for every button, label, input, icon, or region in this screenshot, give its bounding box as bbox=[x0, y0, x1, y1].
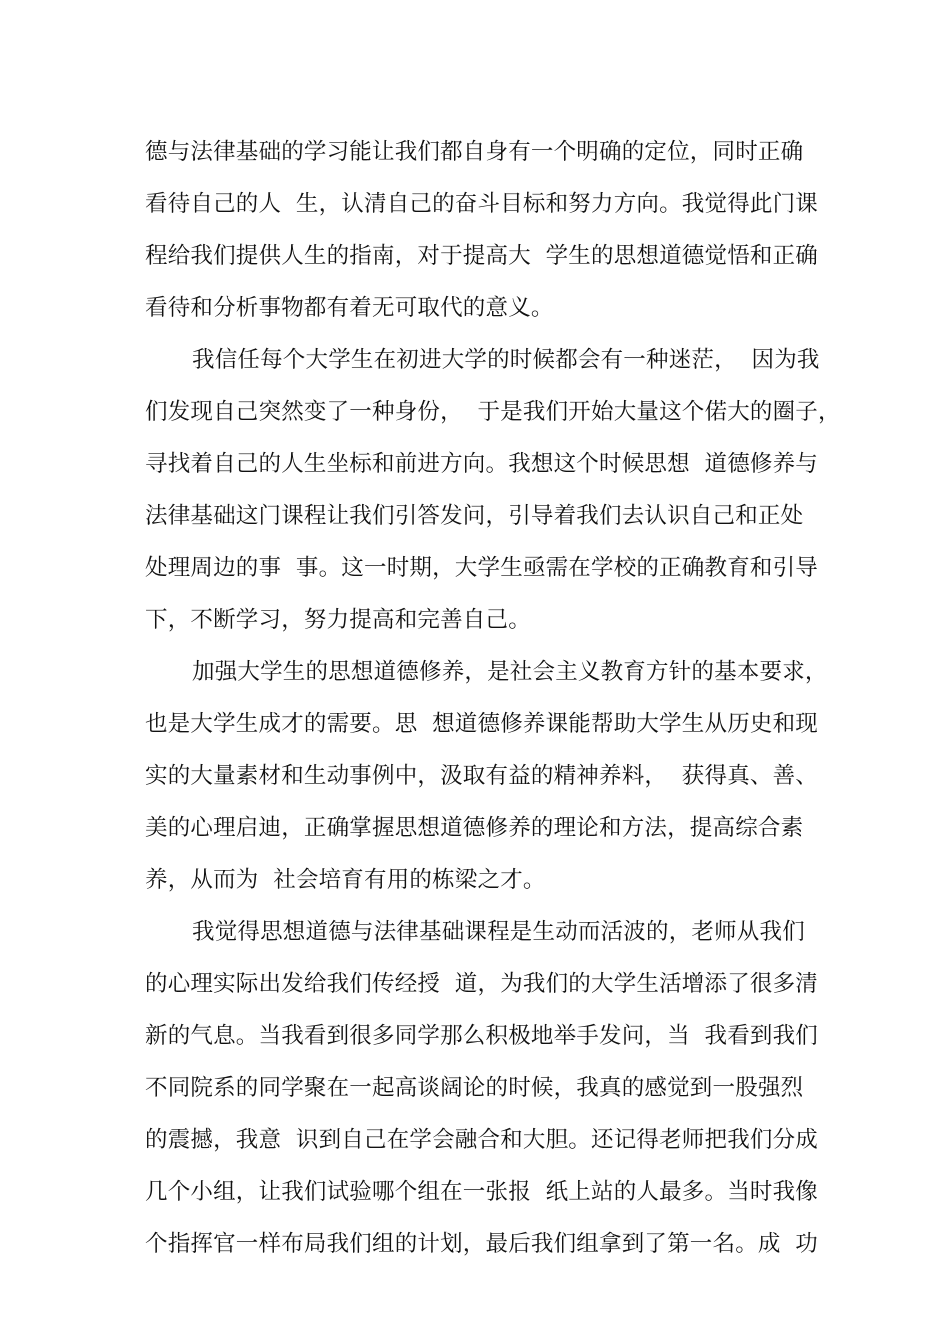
text-line: 也是大学生成才的需要。思 想道德修养课能帮助大学生从历史和现 bbox=[145, 711, 819, 737]
text-line: 们发现自己突然变了一种身份， 于是我们开始大量这个偌大的圈子， bbox=[145, 399, 841, 425]
text-line: 个指挥官一样布局我们组的计划，最后我们组拿到了第一名。成 功 bbox=[145, 1231, 819, 1257]
text-line: 程给我们提供人生的指南，对于提高大 学生的思想道德觉悟和正确 bbox=[145, 243, 819, 269]
paragraph-first-line: 我信任每个大学生在初进大学的时候都会有一种迷茫， 因为我 bbox=[192, 347, 820, 373]
text-line: 处理周边的事 事。这一时期，大学生亟需在学校的正确教育和引导 bbox=[145, 555, 819, 581]
text-line: 法律基础这门课程让我们引答发问，引导着我们去认识自己和正处 bbox=[145, 503, 804, 529]
text-line: 不同院系的同学聚在一起高谈阔论的时候，我真的感觉到一股强烈 bbox=[145, 1075, 804, 1101]
text-line: 新的气息。当我看到很多同学那么积极地举手发问，当 我看到我们 bbox=[145, 1023, 819, 1049]
text-line: 的心理实际出发给我们传经授 道，为我们的大学生活增添了很多清 bbox=[145, 971, 819, 997]
text-line: 实的大量素材和生动事例中，汲取有益的精神养料， 获得真、善、 bbox=[145, 763, 819, 789]
text-line: 的震撼，我意 识到自己在学会融合和大胆。还记得老师把我们分成 bbox=[145, 1127, 819, 1153]
paragraph-first-line: 加强大学生的思想道德修养，是社会主义教育方针的基本要求， bbox=[192, 659, 828, 685]
text-line: 美的心理启迪，正确掌握思想道德修养的理论和方法，提高综合素 bbox=[145, 815, 804, 841]
text-line: 下，不断学习，努力提高和完善自己。 bbox=[145, 607, 531, 633]
text-line: 几个小组，让我们试验哪个组在一张报 纸上站的人最多。当时我像 bbox=[145, 1179, 819, 1205]
text-line: 德与法律基础的学习能让我们都自身有一个明确的定位，同时正确 bbox=[145, 139, 804, 165]
text-line: 看待自己的人 生，认清自己的奋斗目标和努力方向。我觉得此门课 bbox=[145, 191, 819, 217]
text-line: 养，从而为 社会培育有用的栋梁之才。 bbox=[145, 867, 546, 893]
text-line: 寻找着自己的人生坐标和前进方向。我想这个时候思想 道德修养与 bbox=[145, 451, 819, 477]
paragraph-first-line: 我觉得思想道德与法律基础课程是生动而活波的，老师从我们 bbox=[192, 919, 805, 945]
text-line: 看待和分析事物都有着无可取代的意义。 bbox=[145, 295, 554, 321]
